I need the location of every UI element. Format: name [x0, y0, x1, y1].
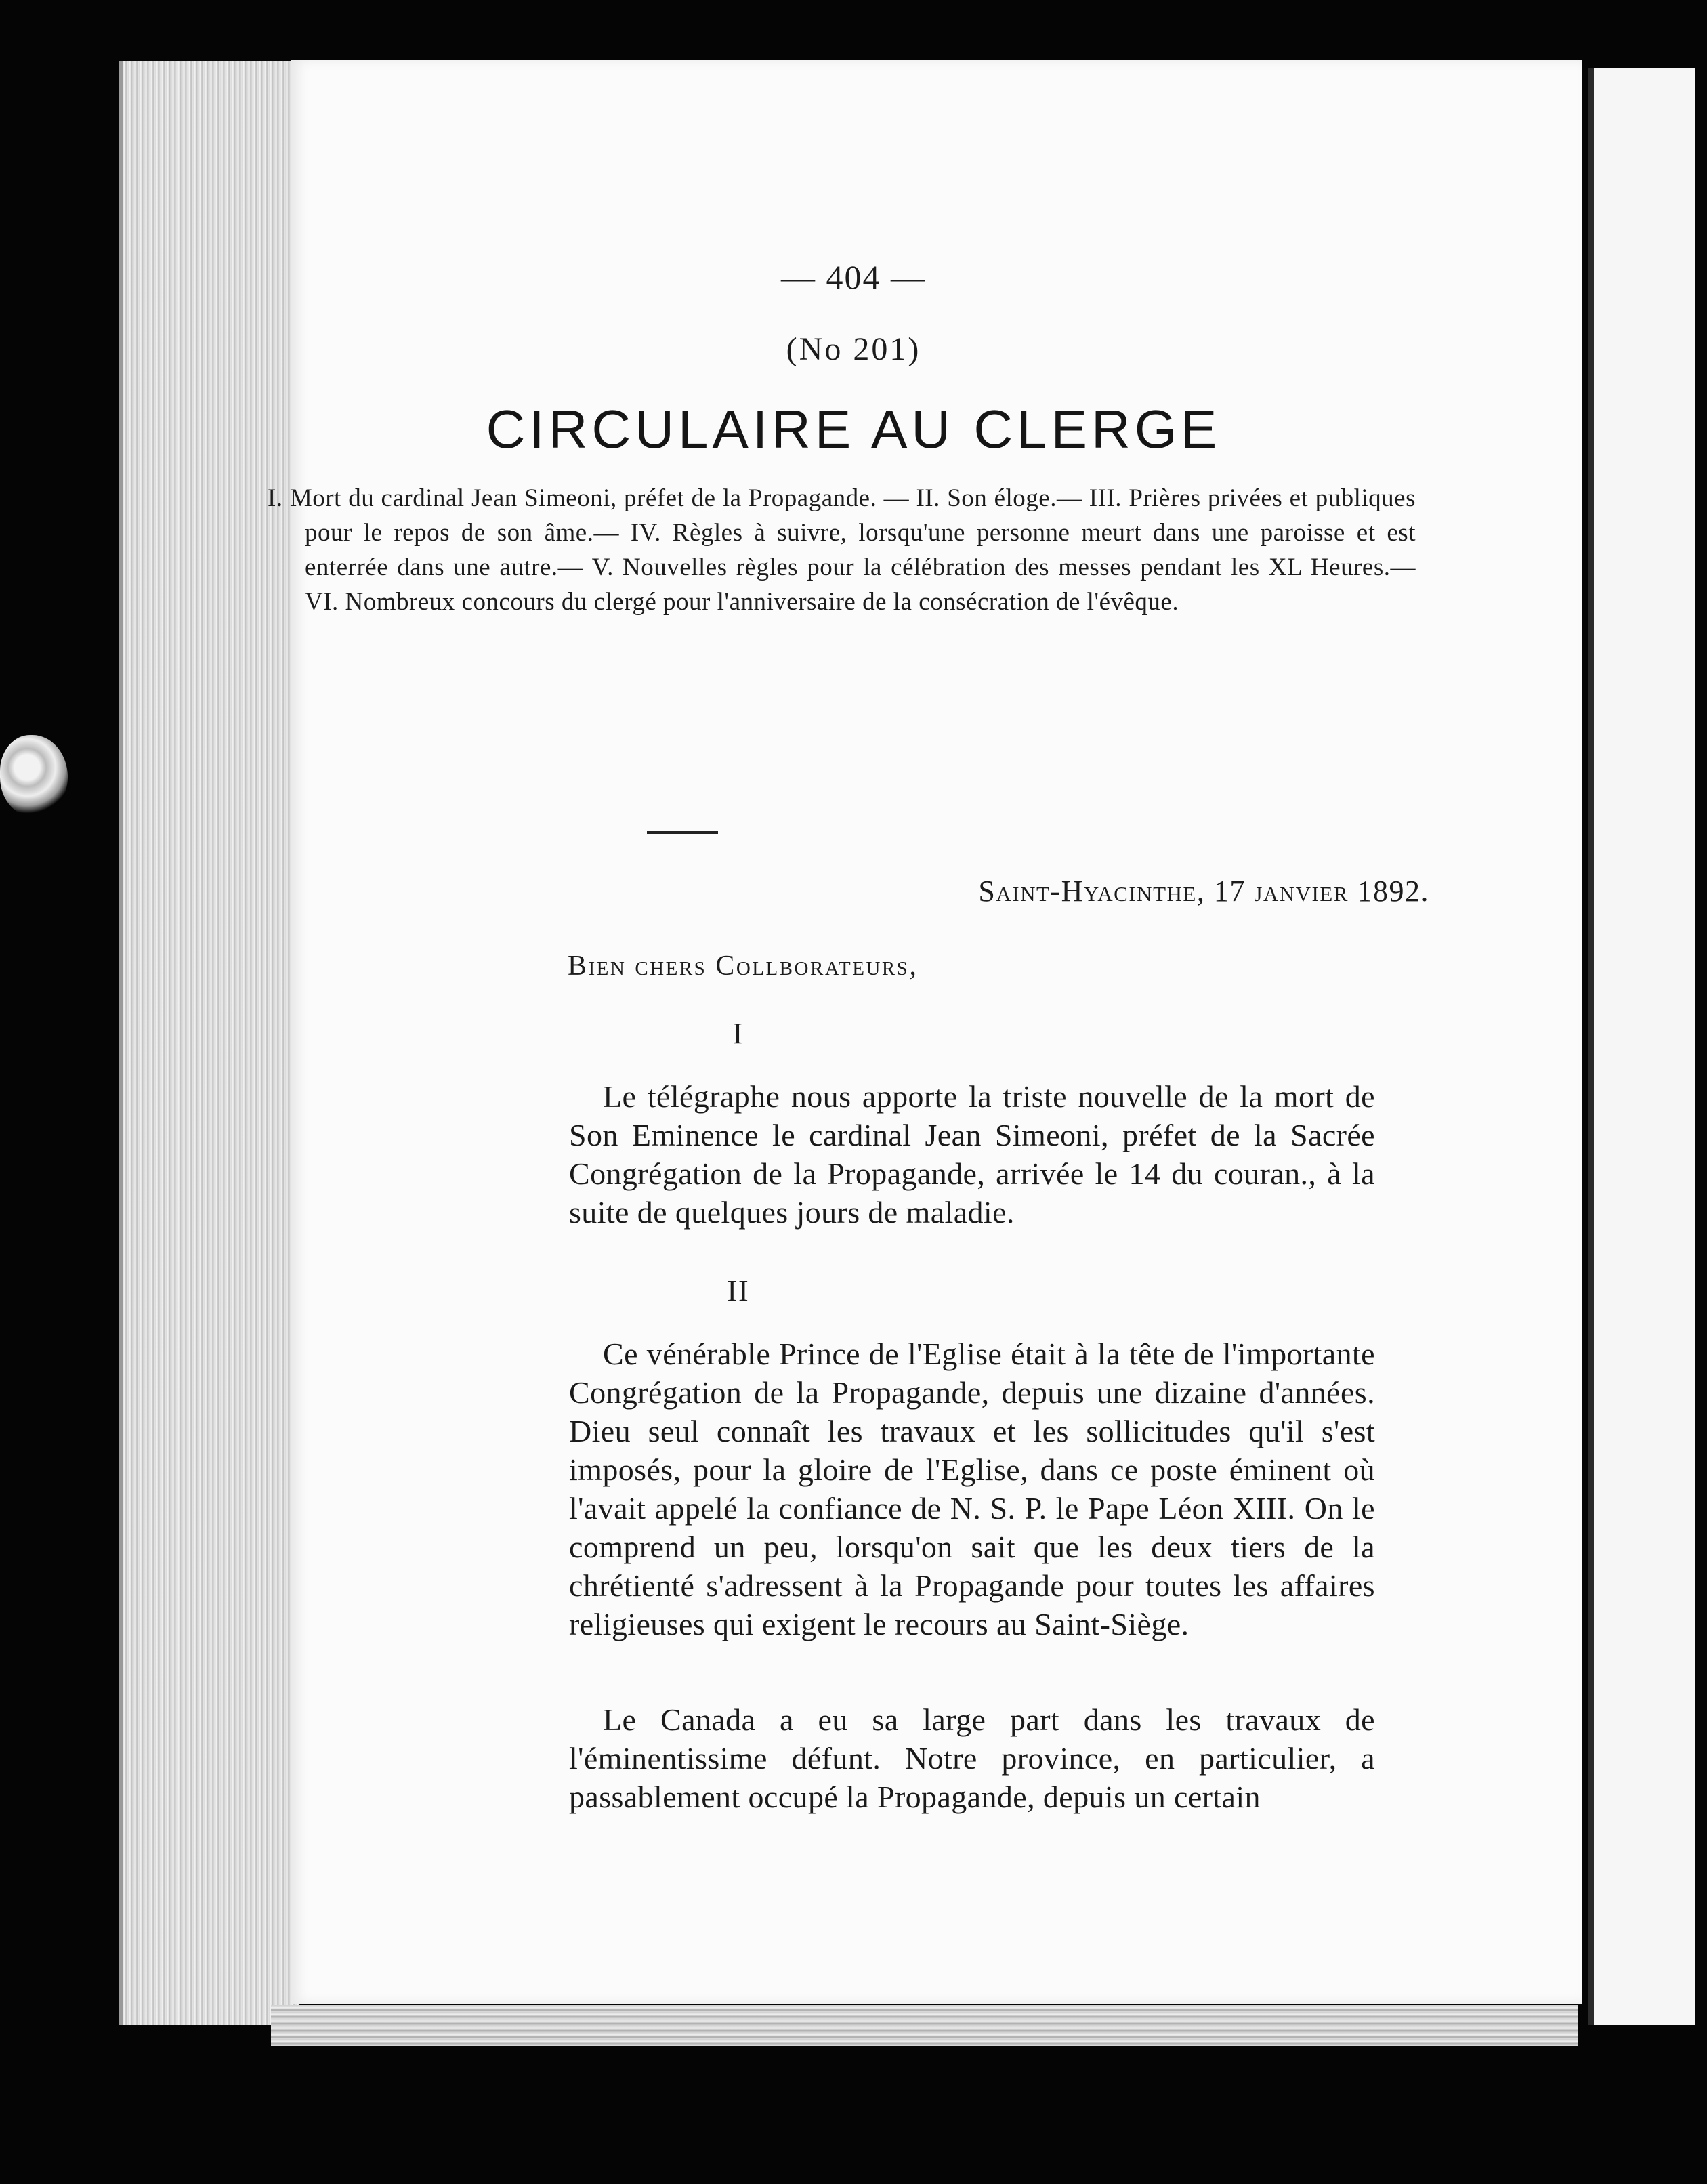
section-number: I	[732, 1017, 744, 1050]
salutation: Bien chers Collborateurs,	[568, 950, 919, 982]
paragraph: Ce vénérable Prince de l'Eglise était à la tête de l'importante Congrégation de la Propagande, depuis une dizaine d'années. Dieu seul connaît les travaux et les sollicitudes qu'il s'est imposés, pour la gloire de l'Eglise, dans ce poste éminent où l'avait appelé la confiance de N. S. P. le Pape Léon XIII. On le comprend un peu, lorsqu'on sait que les deux tiers de la chrétienté s'adressent à la Propagande pour toutes les affaires religieuses qui exigent le recours au Saint-Siège.	[569, 1337, 1375, 1641]
page-number: — 404 —	[781, 258, 926, 296]
paragraph: Le télégraphe nous apporte la triste nouvelle de la mort de Son Eminence le cardinal Jean Simeoni, préfet de la Sacrée Congrégation de la Propagande, arrivée le 14 du couran., à la suite de quelques jours de maladie.	[569, 1079, 1375, 1230]
summary-block: I. Mort du cardinal Jean Simeoni, préfet de la Propagande. — II. Son éloge.— III. Prières privées et publiques pour le repos de son âme.— IV. Règles à suivre, lorsqu'une personne meurt dans une paroisse et est enterrée dans une autre.— V. Nouvelles règles pour la célébration des messes pendant les XL Heures.— VI. Nombreux concours du clergé pour l'anniversaire de la consécration de l'évêque.	[268, 484, 1416, 616]
document-number: (No 201)	[786, 331, 921, 367]
place-date-line: Saint-Hyacinthe, 17 janvier 1892.	[978, 875, 1429, 908]
section-number: II	[727, 1274, 750, 1307]
paragraph: Le Canada a eu sa large part dans les travaux de l'éminentissime défunt. Notre province, en particulier, a passablement occupé la Propagande, depuis un certain	[569, 1702, 1375, 1814]
document-title: CIRCULAIRE AU CLERGE	[486, 399, 1221, 459]
book-bottom-edge	[271, 2005, 1578, 2046]
scan-artifact	[0, 735, 68, 816]
summary-divider	[647, 831, 718, 834]
